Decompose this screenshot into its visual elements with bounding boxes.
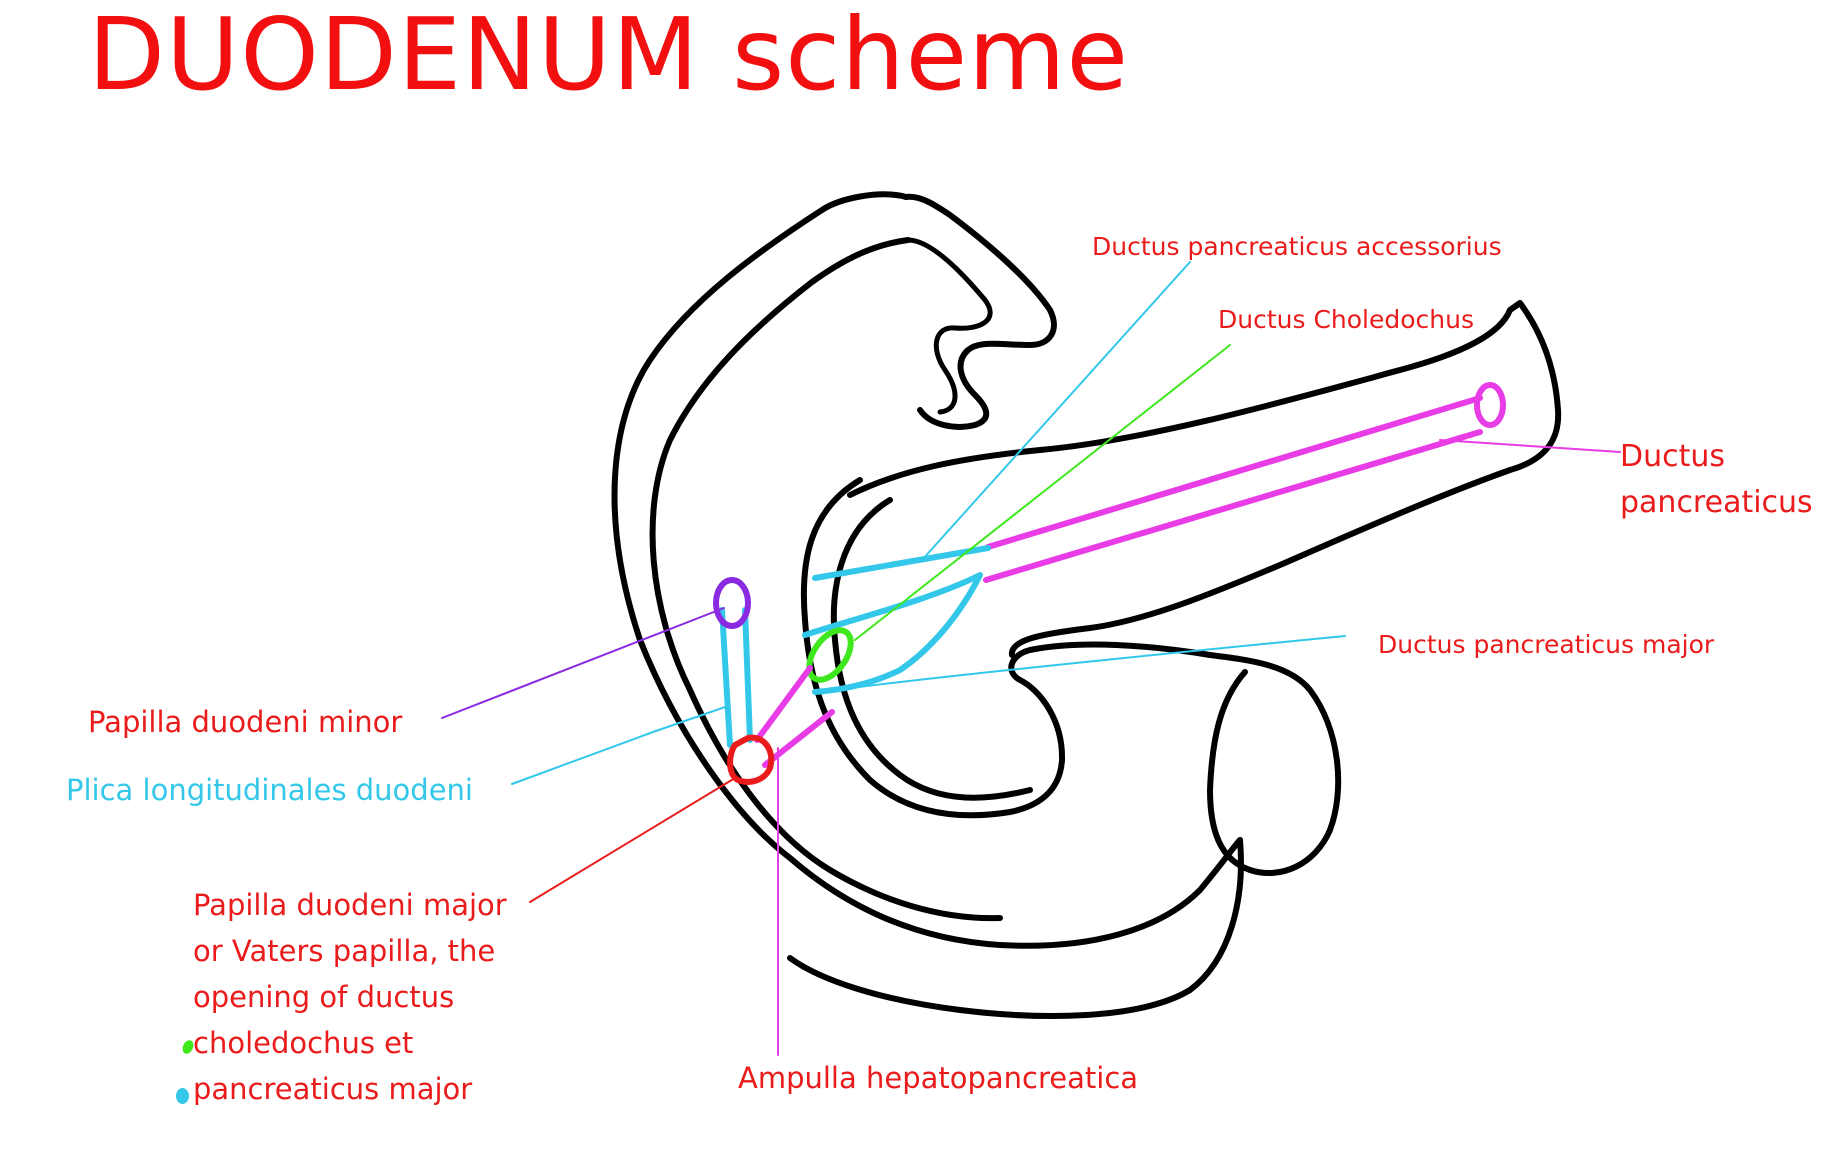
label-ductus-choledochus: Ductus Choledochus bbox=[1218, 305, 1475, 334]
label-papilla-duodeni-minor: Papilla duodeni minor bbox=[88, 705, 403, 739]
papilla-major-circle bbox=[730, 738, 771, 782]
upper-flexure bbox=[906, 197, 1054, 427]
ampulla-upper bbox=[757, 668, 810, 740]
ductus-pancreaticus-upper bbox=[988, 398, 1480, 547]
label-papilla-duodeni-major bbox=[193, 882, 573, 1112]
label-ductus-pancreaticus-line1: Ductus bbox=[1620, 439, 1726, 474]
papilla-major-line-1: Papilla duodeni major bbox=[193, 888, 507, 922]
label-ductus-pancreaticus-accessorius: Ductus pancreaticus accessorius bbox=[1092, 232, 1502, 261]
label-ampulla-hepatopancreatica: Ampulla hepatopancreatica bbox=[738, 1061, 1139, 1095]
label-plica-longitudinales: Plica longitudinales duodeni bbox=[66, 773, 473, 807]
upper-flexure-inner bbox=[908, 240, 990, 412]
plica-left bbox=[722, 610, 730, 745]
leader-papilla-minor bbox=[442, 608, 724, 718]
label-ductus-pancreaticus-line2: pancreaticus bbox=[1620, 485, 1813, 520]
duodenum-outer-wall bbox=[615, 194, 1240, 945]
ductus-pancreaticus-end bbox=[1477, 385, 1503, 425]
papilla-major-line-5: pancreaticus major bbox=[193, 1072, 473, 1106]
plica-right bbox=[745, 610, 750, 740]
cyan-marker-dot bbox=[176, 1088, 189, 1104]
page-title: DUODENUM scheme bbox=[88, 0, 1130, 113]
leader-accessorius bbox=[922, 262, 1190, 560]
papilla-major-line-3: opening of ductus bbox=[193, 980, 455, 1014]
papilla-minor-circle bbox=[716, 580, 748, 626]
pancreas-head-lobe bbox=[1210, 655, 1338, 873]
ductus-pancreaticus-lower bbox=[986, 432, 1480, 580]
papilla-major-line-4: choledochus et bbox=[193, 1026, 414, 1060]
label-ductus-pancreaticus-major: Ductus pancreaticus major bbox=[1378, 630, 1715, 659]
leader-pancreaticus bbox=[1440, 440, 1620, 452]
papilla-major-line-2: or Vaters papilla, the bbox=[193, 934, 496, 968]
pancreas-lower bbox=[790, 840, 1241, 1016]
